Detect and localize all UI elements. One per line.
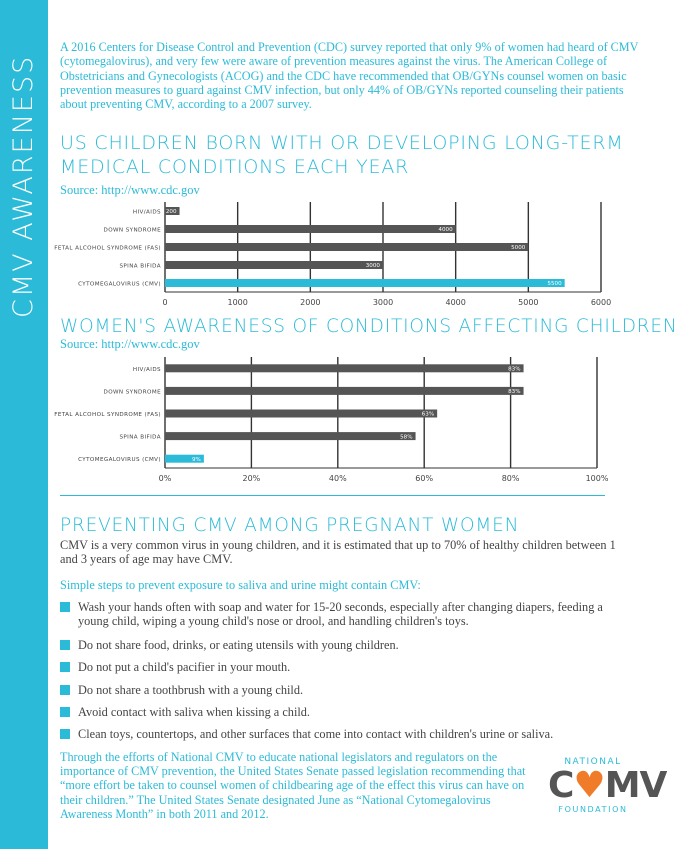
x-tick-label: 1000 bbox=[227, 298, 248, 307]
list-item: Wash your hands often with soap and water for 15-20 seconds, especially after changing diapers, feeding a young child, wiping a young child's nose or drool, and handling children's toys. bbox=[60, 600, 620, 629]
bar-value-label: 3000 bbox=[365, 263, 380, 270]
chart1-title bbox=[60, 131, 624, 179]
bar bbox=[165, 410, 437, 418]
bar-value-label: 5000 bbox=[511, 245, 526, 252]
bar bbox=[165, 432, 416, 440]
list-item: Avoid contact with saliva when kissing a child. bbox=[60, 705, 620, 719]
y-category-label: FETAL ALCOHOL SYNDROME (FAS) bbox=[54, 245, 161, 252]
bar-value-label: 200 bbox=[165, 209, 177, 216]
heart-icon: ♥ bbox=[573, 765, 605, 806]
x-tick-label: 2000 bbox=[300, 298, 321, 307]
preventing-intro: CMV is a very common virus in young children, and it is estimated that up to 70% of healthy children between 1 and 3 years of age may have CMV. bbox=[60, 538, 616, 567]
bar bbox=[165, 261, 383, 269]
bar-value-label: 83% bbox=[508, 366, 521, 373]
bar bbox=[165, 225, 456, 233]
chart1-title-line1: US CHILDREN BORN WITH OR DEVELOPING LONG-TERM bbox=[60, 132, 624, 154]
steps-lead: Simple steps to prevent exposure to saliva and urine might contain CMV: bbox=[60, 578, 421, 592]
chart2-title: WOMEN'S AWARENESS OF CONDITIONS AFFECTING CHILDREN bbox=[60, 316, 678, 337]
bar bbox=[165, 364, 524, 372]
y-category-label: HIV/AIDS bbox=[132, 366, 161, 373]
x-tick-label: 0 bbox=[162, 298, 168, 307]
y-category-label: DOWN SYNDROME bbox=[103, 389, 161, 396]
x-tick-label: 20% bbox=[242, 474, 261, 483]
bar-value-label: 58% bbox=[400, 434, 413, 441]
intro-paragraph: A 2016 Centers for Disease Control and Prevention (CDC) survey reported that only 9% of women had heard of CMV (cytomegalovirus), and very few were aware of prevention measures against the virus. The American College of Obstetricians and Gynecologists (ACOG) and the CDC have recommended that OB/GYNs counsel women on basic prevention measures to guard against CMV infection, but only 44% of OB/GYNs reported counseling their patients about preventing CMV, according to a 2007 survey. bbox=[60, 40, 639, 112]
closing-paragraph: Through the efforts of National CMV to educate national legislators and regulators on the importance of CMV prevention, the United States Senate passed legislation recommending that “more effort be taken to counsel women of childbearing age of the effect this virus can have on their children.” The United States Senate designated June as “National Cytomegalovirus Awareness Month” in both 2011 and 2012. bbox=[60, 750, 526, 821]
sidebar-title: CMV AWARENESS bbox=[8, 54, 39, 318]
y-category-label: FETAL ALCOHOL SYNDROME (FAS) bbox=[54, 412, 161, 418]
chart1-title-line2: MEDICAL CONDITIONS EACH YEAR bbox=[60, 156, 410, 178]
x-tick-label: 80% bbox=[501, 474, 520, 483]
national-cmv-foundation-logo: NATIONAL C♥MV FOUNDATION bbox=[548, 757, 667, 814]
list-item: Do not share food, drinks, or eating utensils with young children. bbox=[60, 638, 620, 652]
list-item: Do not put a child's pacifier in your mouth. bbox=[60, 660, 620, 674]
x-tick-label: 3000 bbox=[372, 298, 394, 307]
preventing-title: PREVENTING CMV AMONG PREGNANT WOMEN bbox=[60, 515, 520, 536]
y-category-label: SPINA BIFIDA bbox=[119, 434, 161, 441]
x-tick-label: 4000 bbox=[445, 298, 466, 307]
bar-value-label: 4000 bbox=[438, 227, 453, 234]
bullet-square-icon bbox=[60, 685, 70, 695]
chart2-source: Source: http://www.cdc.gov bbox=[60, 337, 200, 351]
chart1-svg bbox=[48, 200, 658, 312]
x-tick-label: 100% bbox=[585, 474, 609, 483]
x-tick-label: 0% bbox=[158, 474, 172, 483]
bar bbox=[165, 243, 528, 251]
bullet-square-icon bbox=[60, 640, 70, 650]
bullet-square-icon bbox=[60, 707, 70, 717]
y-category-label: CYTOMEGALOVIRUS (CMV) bbox=[78, 281, 161, 288]
bar-value-label: 63% bbox=[421, 411, 435, 418]
y-category-label: HIV/AIDS bbox=[132, 209, 161, 216]
bullet-square-icon bbox=[60, 729, 70, 739]
list-item: Clean toys, countertops, and other surfaces that come into contact with children's urine or saliva. bbox=[60, 727, 620, 741]
chart1-source: Source: http://www.cdc.gov bbox=[60, 183, 200, 197]
x-tick-label: 5000 bbox=[518, 298, 539, 307]
x-tick-label: 40% bbox=[328, 474, 347, 483]
sidebar-band bbox=[0, 0, 48, 849]
bar-value-label: 9% bbox=[192, 456, 201, 463]
bullet-square-icon bbox=[60, 662, 70, 672]
chart2-svg bbox=[48, 355, 658, 487]
bar-value-label: 5500 bbox=[547, 281, 562, 288]
bar bbox=[165, 279, 565, 287]
bar-value-label: 83% bbox=[508, 389, 521, 396]
section-divider bbox=[60, 495, 605, 496]
steps-list bbox=[60, 600, 620, 742]
y-category-label: CYTOMEGALOVIRUS (CMV) bbox=[78, 457, 161, 464]
bar bbox=[165, 387, 524, 395]
list-item: Do not share a toothbrush with a young child. bbox=[60, 683, 620, 697]
y-category-label: SPINA BIFIDA bbox=[119, 263, 161, 270]
x-tick-label: 60% bbox=[415, 474, 434, 483]
bullet-square-icon bbox=[60, 602, 70, 612]
y-category-label: DOWN SYNDROME bbox=[103, 227, 161, 234]
x-tick-label: 6000 bbox=[590, 298, 612, 307]
